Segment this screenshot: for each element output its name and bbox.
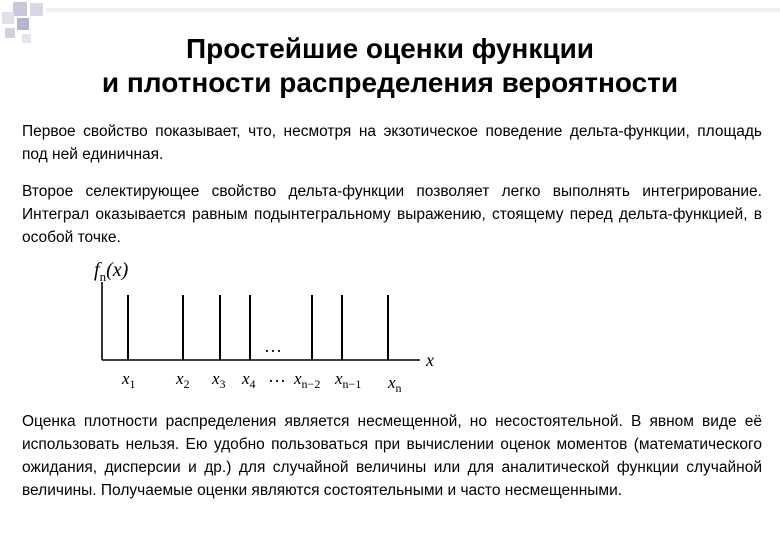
tick-label-x1: $x_1$ — [122, 369, 136, 391]
tick-label-x3: $x_3$ — [212, 369, 226, 391]
x-axis-label: x — [426, 350, 434, 370]
paragraph-selecting-property: Второе селектирующее свойство дельта-функции позволяет легко выполнять интегрирование. Интеграл оказывается равным подынтегральному выражению, стоящему перед дельта-функцией, в особой точке. — [22, 183, 762, 246]
title-line-1: Простейшие оценки функции — [185, 33, 594, 64]
ellipsis-lower: … — [268, 366, 286, 386]
tick-label-xn-1: $x_{n-1}$ — [335, 369, 362, 391]
tick-label-x4: $x_4$ — [242, 369, 256, 391]
paragraph-area-property: Первое свойство показывает, что, несмотря на экзотическое поведение дельта-функции, площадь под ней единичная. — [22, 123, 762, 163]
delta-function-plot — [80, 250, 460, 400]
slide-title — [0, 32, 780, 100]
tick-label-x2: $x_2$ — [176, 369, 190, 391]
tick-label-xn: $x_n$ — [388, 373, 402, 395]
tick-label-xn-2: $x_{n-2}$ — [294, 369, 321, 391]
title-line-2: и плотности распределения вероятности — [101, 67, 679, 98]
y-axis-label: $f_n(x)$ — [94, 259, 129, 284]
paragraph-density-estimate: Оценка плотности распределения является несмещенной, но несостоятельной. В явном виде её использовать нельзя. Ею удобно пользоваться при вычислении оценок моментов (математического ожидания, дисперсии и др.) для случайной величины или для аналитической функции случайной величины. Получаемые оценки являются состоятельными и часто несмещенными. — [22, 413, 762, 499]
ellipsis-upper: … — [264, 336, 282, 356]
